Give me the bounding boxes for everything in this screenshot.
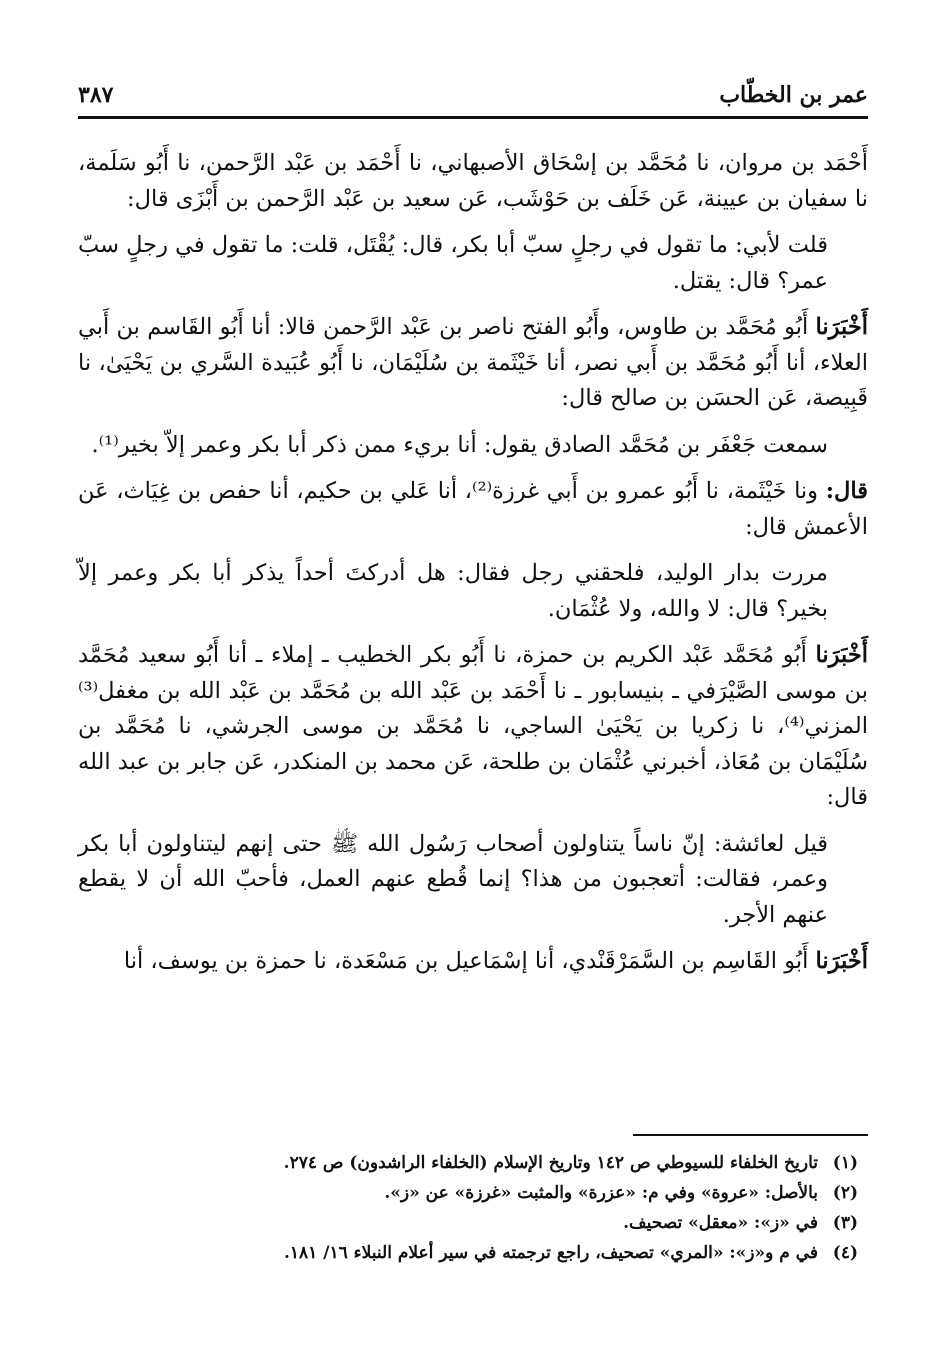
paragraph (78, 146, 868, 217)
footnote (78, 1148, 868, 1178)
paragraph (78, 944, 868, 980)
paragraph (78, 556, 868, 627)
main-text (78, 146, 868, 991)
page-number: ٣٨٧ (78, 82, 114, 108)
paragraph (78, 827, 868, 934)
paragraph-text: مررت بدار الوليد، فلحقني رجل فقال: هل أدركتَ أحداً يذكر أبا بكر وعمر إلاّ بخير؟ قال: لا والله، ولا عُثْمَان. (78, 560, 828, 622)
footnote (78, 1238, 868, 1268)
paragraph-lead: أَخْبَرَنا (815, 642, 868, 668)
running-title: عمر بن الخطّاب (719, 82, 868, 108)
footnotes (78, 1148, 868, 1268)
paragraph-text: أَبُو مُحَمَّد عَبْد الكريم بن حمزة، نا أَبُو بكر الخطيب ـ إملاء ـ أنا أَبُو سعيد مُحَمَّد بن موسى الصَّيْرَفي ـ بنيسابور ـ نا أَحْمَد بن عَبْد الله بن مُحَمَّد بن عَبْد الله بن مغفل⁽³⁾ المزني⁽⁴⁾، نا زكريا بن يَحْيَىٰ الساجي، نا مُحَمَّد بن موسى الجرشي، نا مُحَمَّد بن سُلَيْمَان بن مُعَاذ، أخبرني عُثْمَان بن طلحة، عَن محمد بن المنكدر، عَن جابر بن عبد الله قال: (78, 642, 868, 810)
footnote-text: بالأصل: «عروة» وفي م: «عزرة» والمثبت «غرزة» عن «ز». (384, 1183, 818, 1203)
paragraph (78, 310, 868, 417)
paragraph-text: أَبُو القَاسِم بن السَّمَرْقَنْدي، أنا إسْمَاعيل بن مَسْعَدة، نا حمزة بن يوسف، أنا (123, 948, 816, 974)
footnote-number: (١) (832, 1153, 858, 1173)
footnote-text: تاريخ الخلفاء للسيوطي ص ١٤٢ وتاريخ الإسلام (الخلفاء الراشدون) ص ٢٧٤. (283, 1153, 818, 1173)
paragraph-lead: قال: (825, 478, 868, 504)
paragraph-text: قيل لعائشة: إنّ ناساً يتناولون أصحاب رَسُول الله ﷺ حتى إنهم ليتناولون أبا بكر وعمر، فقالت: أتعجبون من هذا؟ إنما قُطع عنهم العمل، فأحبّ الله أن لا يقطع عنهم الأجر. (78, 830, 828, 928)
paragraph-lead: أَخْبَرَنا (815, 948, 868, 974)
paragraph (78, 428, 868, 464)
footnote-number: (٤) (832, 1243, 858, 1263)
paragraph-text: سمعت جَعْفَر بن مُحَمَّد الصادق يقول: أنا بريء ممن ذكر أبا بكر وعمر إلاّ بخير⁽¹⁾. (91, 431, 828, 458)
footnote-separator (633, 1134, 868, 1136)
paragraph-text: أَبُو مُحَمَّد بن طاوس، وأَبُو الفتح ناصر بن عَبْد الرَّحمن قالا: أنا أَبُو القَاسم بن أَبي العلاء، أنا أَبُو مُحَمَّد بن أَبي نصر، أنا خَيْثَمة بن سُلَيْمَان، نا أَبُو عُبَيدة السَّري بن يَحْيَىٰ، نا قَبِيصة، عَن الحسَن بن صالح قال: (78, 314, 868, 411)
page-header (78, 80, 868, 119)
paragraph (78, 228, 868, 299)
footnote (78, 1208, 868, 1238)
paragraph (78, 638, 868, 816)
footnote-text: في «ز»: «معقل» تصحيف. (623, 1213, 818, 1233)
paragraph (78, 474, 868, 545)
footnote (78, 1178, 868, 1208)
footnote-number: (٢) (832, 1183, 858, 1203)
paragraph-lead: أَخْبَرَنا (815, 314, 868, 340)
footnote-text: في م و«ز»: «المري» تصحيف، راجع ترجمته في سير أعلام النبلاء ١٦/ ١٨١. (284, 1243, 818, 1263)
footnote-number: (٣) (832, 1213, 858, 1233)
paragraph-text: قلت لأبي: ما تقول في رجلٍ سبّ أبا بكر، قال: يُقْتَل، قلت: ما تقول في رجلٍ سبّ عمر؟ قال: يقتل. (78, 232, 828, 294)
paragraph-text: ونا خَيْثَمة، نا أَبُو عمرو بن أَبي غرزة⁽²⁾، أنا عَلي بن حكيم، أنا حفص بن غِيَاث، عَن الأعمش قال: (78, 478, 868, 540)
paragraph-text: أَحْمَد بن مروان، نا مُحَمَّد بن إسْحَاق الأصبهاني، نا أَحْمَد بن عَبْد الرَّحمن، نا أَبُو سَلَمة، نا سفيان بن عيينة، عَن خَلَف بن حَوْشَب، عَن سعيد بن عَبْد الرَّحمن بن أَبْزَى قال: (78, 150, 868, 212)
